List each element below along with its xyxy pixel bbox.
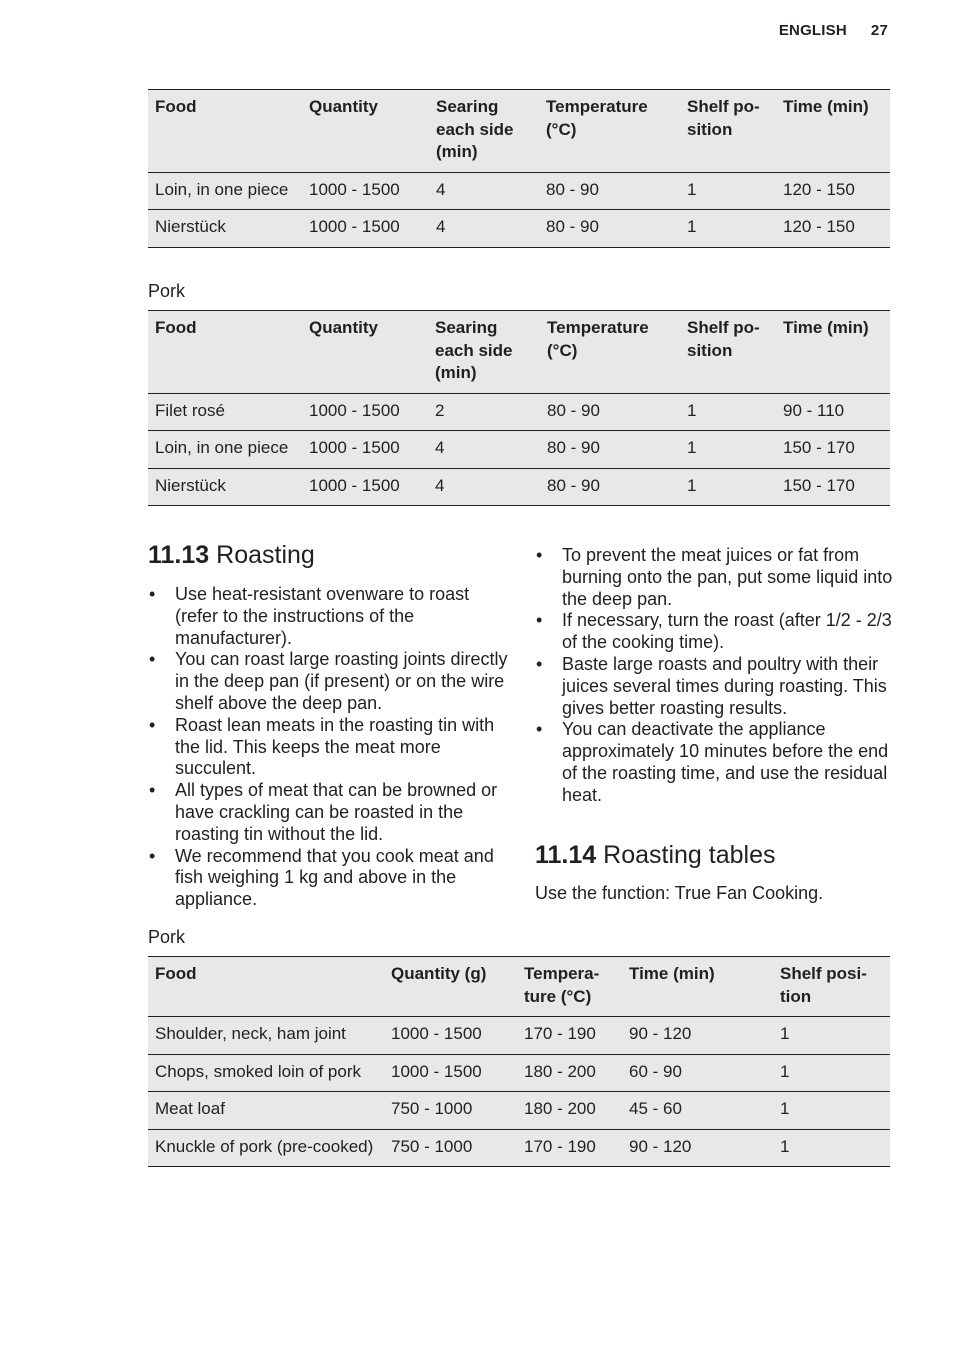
table-cell: 1 (773, 1129, 890, 1167)
table-cell: 45 - 60 (622, 1092, 773, 1130)
table-cell: 170 - 190 (517, 1017, 622, 1055)
col-header: Searing each side (min) (429, 90, 539, 173)
table-cell: 150 - 170 (776, 431, 890, 469)
table-cell: 4 (429, 210, 539, 248)
table-cell: 80 - 90 (540, 431, 680, 469)
table-cell: 1000 - 1500 (302, 172, 429, 210)
table-cell: Loin, in one piece (148, 431, 302, 469)
table-header-row (148, 90, 890, 173)
table-cell: 1000 - 1500 (302, 210, 429, 248)
table-cell: 750 - 1000 (384, 1092, 517, 1130)
table-cell: Loin, in one piece (148, 172, 302, 210)
col-header: Food (148, 957, 384, 1017)
page-header (779, 22, 888, 39)
table-pork-low-temp (148, 310, 890, 506)
table-cell: 2 (428, 393, 540, 431)
col-header: Shelf po-sition (680, 311, 776, 394)
table-cell: 4 (429, 172, 539, 210)
table-cell: 1000 - 1500 (384, 1054, 517, 1092)
table-cell: 1 (680, 393, 776, 431)
table-cell: Chops, smoked loin of pork (148, 1054, 384, 1092)
table-cell: Nierstück (148, 210, 302, 248)
table-cell: 80 - 90 (539, 210, 680, 248)
table-cell: 1 (773, 1054, 890, 1092)
col-header: Tempera-ture (°C) (517, 957, 622, 1017)
table-cell: 4 (428, 468, 540, 506)
section-title: Roasting (216, 541, 315, 569)
table-cell: 1000 - 1500 (302, 431, 428, 469)
table-cell: 1000 - 1500 (384, 1017, 517, 1055)
section-heading-roasting-tables (535, 841, 775, 870)
table-row (148, 172, 890, 210)
table-row (148, 1054, 890, 1092)
table-row (148, 210, 890, 248)
table-cell: 1 (680, 210, 776, 248)
col-header: Food (148, 311, 302, 394)
section-title: Roasting tables (603, 841, 776, 869)
list-item: • We recommend that you cook meat and fish weighing 1 kg and above in the appliance. (148, 846, 508, 911)
table-cell: 180 - 200 (517, 1054, 622, 1092)
section-number: 11.14 (535, 841, 597, 869)
table-cell: 1 (773, 1092, 890, 1130)
col-header: Temperature (°C) (540, 311, 680, 394)
col-header: Temperature (°C) (539, 90, 680, 173)
table-row (148, 1129, 890, 1167)
col-header: Food (148, 90, 302, 173)
section-heading-roasting (148, 541, 315, 570)
roasting-tips-left (148, 584, 508, 911)
col-header: Time (min) (622, 957, 773, 1017)
table-caption: Pork (148, 281, 186, 301)
table-row (148, 1092, 890, 1130)
table-cell: 90 - 120 (622, 1129, 773, 1167)
roasting-tips-right (535, 545, 893, 807)
table-cell: 750 - 1000 (384, 1129, 517, 1167)
language-label: ENGLISH (778, 22, 847, 39)
list-item: • You can roast large roasting joints directly in the deep pan (if present) or on the wire shelf above the deep pan. (148, 649, 508, 714)
table-cell: Knuckle of pork (pre-cooked) (148, 1129, 384, 1167)
table-cell: 120 - 150 (776, 210, 890, 248)
table-cell: 4 (428, 431, 540, 469)
table-cell: 80 - 90 (540, 468, 680, 506)
roasting-tables-intro: Use the function: True Fan Cooking. (535, 883, 824, 903)
table-beef (148, 89, 890, 248)
table-pork-roasting (148, 956, 890, 1167)
table-row (148, 393, 890, 431)
col-header: Time (min) (776, 311, 890, 394)
col-header: Shelf po-sition (680, 90, 776, 173)
table-cell: 1000 - 1500 (302, 468, 428, 506)
col-header: Quantity (302, 311, 428, 394)
col-header: Quantity (g) (384, 957, 517, 1017)
table-cell: Meat loaf (148, 1092, 384, 1130)
list-item: • All types of meat that can be browned or have crackling can be roasted in the roasting tin without the lid. (148, 780, 508, 845)
list-item: • Use heat-resistant ovenware to roast (refer to the instructions of the manufacturer). (148, 584, 508, 649)
table-cell: 90 - 120 (622, 1017, 773, 1055)
table-cell: 150 - 170 (776, 468, 890, 506)
list-item: • If necessary, turn the roast (after 1/2 - 2/3 of the cooking time). (535, 610, 893, 654)
list-item: • To prevent the meat juices or fat from burning onto the pan, put some liquid into the deep pan. (535, 545, 893, 610)
table-cell: 1 (680, 431, 776, 469)
col-header: Time (min) (776, 90, 890, 173)
col-header: Searing each side (min) (428, 311, 540, 394)
table-cell: Shoulder, neck, ham joint (148, 1017, 384, 1055)
list-item: • Roast lean meats in the roasting tin with the lid. This keeps the meat more succulent. (148, 715, 508, 780)
table-cell: 80 - 90 (540, 393, 680, 431)
table-cell: 90 - 110 (776, 393, 890, 431)
table-cell: Nierstück (148, 468, 302, 506)
table-cell: Filet rosé (148, 393, 302, 431)
table-header-row (148, 957, 890, 1017)
table-row (148, 1017, 890, 1055)
table-header-row (148, 311, 890, 394)
table-cell: 1000 - 1500 (302, 393, 428, 431)
table-cell: 80 - 90 (539, 172, 680, 210)
table-cell: 1 (680, 468, 776, 506)
table-row (148, 468, 890, 506)
table-cell: 1 (773, 1017, 890, 1055)
list-item: • Baste large roasts and poultry with their juices several times during roasting. This gives better roasting results. (535, 654, 893, 719)
page-number: 27 (870, 22, 888, 39)
table-row (148, 431, 890, 469)
col-header: Quantity (302, 90, 429, 173)
table-cell: 170 - 190 (517, 1129, 622, 1167)
section-number: 11.13 (148, 541, 210, 569)
table-caption: Pork (148, 927, 186, 947)
table-cell: 60 - 90 (622, 1054, 773, 1092)
table-cell: 1 (680, 172, 776, 210)
col-header: Shelf posi-tion (773, 957, 890, 1017)
list-item: • You can deactivate the appliance approximately 10 minutes before the end of the roasting time, and use the residual heat. (535, 719, 893, 806)
table-cell: 180 - 200 (517, 1092, 622, 1130)
table-cell: 120 - 150 (776, 172, 890, 210)
